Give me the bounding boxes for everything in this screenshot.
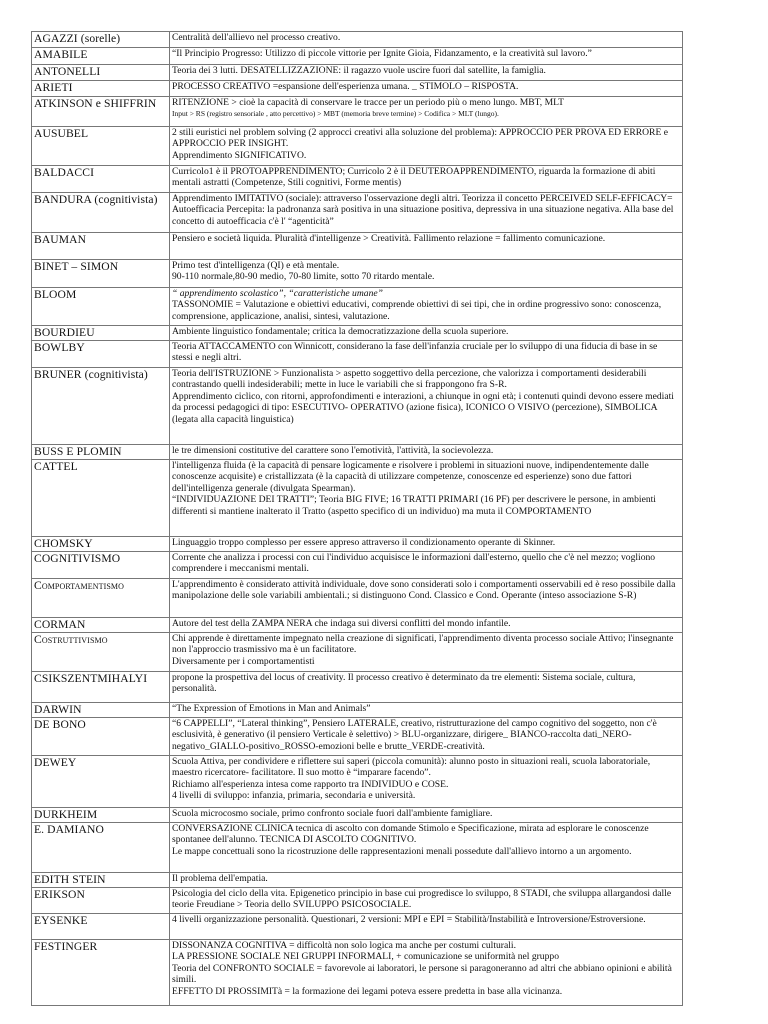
definition-cell (170, 537, 683, 552)
term-cell: ATKINSON e SHIFFRIN (32, 97, 170, 127)
definition-line: Le mappe concettuali sono la ricostruzione delle rappresentazioni menali possedute dall'allievo intorno a un argomento. (172, 845, 632, 857)
definition-cell (170, 368, 683, 445)
definition-cell (170, 718, 683, 756)
definition-line: PROCESSO CREATIVO =espansione dell'esperienza umana. _ STIMOLO – RISPOSTA. (172, 81, 519, 92)
definition-line: DISSONANZA COGNITIVA = difficoltà non solo logica ma anche per costumi culturali. (172, 940, 516, 951)
table-row (32, 341, 683, 368)
definition-cell (170, 914, 683, 940)
definition-cell (170, 288, 683, 326)
definition-cell (170, 823, 683, 873)
term-cell: AUSUBEL (32, 127, 170, 166)
glossary-table (31, 31, 683, 1006)
term-cell: BANDURA (cognitivista) (32, 193, 170, 233)
definition-cell (170, 672, 683, 703)
definition-line: l'intelligenza fluida (è la capacità di pensare logicamente e risolvere i problemi in situazioni nuove, indipendentemente dalle conoscenze acquisite) e cristallizzata (è la capacità di utilizzare competenze, conoscenze ed esperienze) sono due fattori dell'intelligenza generale (divulgata Spearman). (172, 460, 649, 494)
definition-line: Teoria ATTACCAMENTO con Winnicott, considerano la fase dell'infanzia cruciale per lo sviluppo di una fiducia di base in se stessi e negli altri. (172, 341, 658, 364)
definition-line: Teoria dell'ISTRUZIONE > Funzionalista > aspetto soggettivo della percezione, che valorizza i comportamenti desiderabili contrastando quelli indesiderabili; mette in luce le variabili che si frappongono fra S-R. (172, 368, 647, 391)
definition-line: “Il Principio Progresso: Utilizzo di piccole vittorie per Ignite Gioia, Fidanzamento, e la creatività sul lavoro.” (172, 48, 592, 59)
term-cell: CSIKSZENTMIHALYI (32, 672, 170, 703)
table-row (32, 127, 683, 166)
table-row (32, 32, 683, 48)
definition-cell (170, 166, 683, 193)
term-cell: BOURDIEU (32, 326, 170, 341)
term-cell: DARWIN (32, 703, 170, 718)
definition-cell (170, 445, 683, 460)
definition-line: Corrente che analizza i processi con cui l'individuo acquisisce le informazioni dall'esterno, quello che c'è nel mezzo; vogliono comprendere i meccanismi mentali. (172, 552, 656, 575)
definition-line: LA PRESSIONE SOCIALE NEI GRUPPI INFORMALI, + comunicazione se uniformità nel gruppo (172, 951, 559, 963)
definition-line: “The Expression of Emotions in Man and Animals” (172, 703, 371, 714)
definition-cell (170, 873, 683, 888)
definition-line: TASSONOMIE = Valutazione e obiettivi educativi, comprende obiettivi di sei tipi, che in ordine progressivo sono: conoscenza, comprensione, applicazione, analisi, sintesi, valutazione. (172, 299, 662, 322)
definition-cell (170, 65, 683, 81)
table-row (32, 193, 683, 233)
definition-line: Primo test d'intelligenza (QI) e età mentale. (172, 260, 340, 271)
definition-line: EFFETTO DI PROSSIMITà = la formazione dei legami poteva essere predetta in base alla vicinanza. (172, 985, 563, 997)
table-row (32, 288, 683, 326)
table-row (32, 756, 683, 808)
term-cell: ERIKSON (32, 888, 170, 914)
table-row (32, 460, 683, 537)
definition-line: Richiamo all'esperienza intesa come rapporto tra INDIVIDUO e COSE. (172, 778, 449, 790)
definition-line: “INDIVIDUAZIONE DEI TRATTI”; Teoria BIG FIVE; 16 TRATTI PRIMARI (16 PF) per descrivere le persone, in ambienti differenti si mantiene inalterato il Tratto (aspetto specifico di un individuo) ma muta il COMPORTAMENTO (172, 494, 656, 517)
table-row (32, 260, 683, 288)
table-row (32, 633, 683, 672)
definition-line: Pensiero e società liquida. Pluralità d'intelligenze > Creatività. Fallimento relazione = fallimento comunicazione. (172, 233, 606, 244)
definition-cell (170, 888, 683, 914)
definition-line: Curricolo1 è il PROTOAPPRENDIMENTO; Curricolo 2 è il DEUTEROAPPRENDIMENTO, riguarda la formazione di abiti mentali astratti (Competenze, Stili cognitivi, Forme mentis) (172, 166, 656, 189)
table-row (32, 672, 683, 703)
table-row (32, 940, 683, 1006)
definition-cell (170, 703, 683, 718)
definition-line: “6 CAPPELLI”, “Lateral thinking”, Pensiero LATERALE, creativo, ristrutturazione del campo cognitivo del soggetto, non c'è esclusività, è generativo (il pensiero Verticale è selettivo) > BLU-organizzare, dirigere_ BIANCO-raccolta dati_NERO-negativo_GIALLO-positivo_ROSSO-emozioni belle e brutte_VERDE-creatività. (172, 718, 657, 752)
term-cell: CORMAN (32, 618, 170, 633)
table-row (32, 579, 683, 618)
definition-line: Scuola Attiva, per condividere e riflettere sui saperi (piccola comunità): alunno posto in situazioni reali, scuola laboratoriale, maestro ricercatore- facilitatore. Il suo motto è “imparare facendo”. (172, 756, 651, 779)
term-cell: FESTINGER (32, 940, 170, 1006)
term-cell: ANTONELLI (32, 65, 170, 81)
definition-line: Psicologia del ciclo della vita. Epigenetico principio in base cui progredisce lo sviluppo, 8 STADI, che sviluppa allargandosi dalle teorie Freudiane > Teoria dello SVILUPPO PSICOSOCIALE. (172, 888, 672, 911)
definition-line: Autore del test della ZAMPA NERA che indaga sui diversi conflitti del mondo infantile. (172, 618, 511, 629)
table-row (32, 537, 683, 552)
table-row (32, 888, 683, 914)
definition-cell (170, 633, 683, 672)
definition-cell (170, 48, 683, 65)
definition-line: Apprendimento SIGNIFICATIVO. (172, 149, 307, 161)
table-row (32, 703, 683, 718)
definition-line: propone la prospettiva del locus of creativity. Il processo creativo è determinato da tre elementi: Sistema sociale, cultura, personalità. (172, 672, 636, 695)
definition-cell (170, 618, 683, 633)
definition-line: Teoria del CONFRONTO SOCIALE = favorevole ai laboratori, le persone si paragoneranno ad altri che abbiano opinioni e abilità simili. (172, 962, 672, 986)
table-row (32, 445, 683, 460)
term-cell: EYSENKE (32, 914, 170, 940)
definition-line: Input > RS (registro sensoriale , atto percettivo) > MBT (memoria breve termine) > Codifica > MLT (lungo). (172, 109, 499, 119)
term-cell: BUSS E PLOMIN (32, 445, 170, 460)
table-row (32, 65, 683, 81)
definition-line: 4 livelli organizzazione personalità. Questionari, 2 versioni: MPI e EPI = Stabilità/Instabilità e Introversione/Estroversione. (172, 914, 646, 925)
table-row (32, 823, 683, 873)
definition-cell (170, 97, 683, 127)
definition-cell (170, 81, 683, 97)
definition-line: Scuola microcosmo sociale, primo confronto sociale fuori dall'ambiente famigliare. (172, 808, 493, 819)
table-row (32, 368, 683, 445)
definition-line: 2 stili euristici nel problem solving (2 approcci creativi alla soluzione del problema): APPROCCIO PER PROVA ED ERRORE e APPROCCIO PER INSIGHT. (172, 127, 668, 150)
definition-line: 4 livelli di sviluppo: infanzia, primaria, secondaria e università. (172, 790, 416, 802)
definition-cell (170, 32, 683, 48)
definition-cell (170, 552, 683, 579)
term-cell: E. DAMIANO (32, 823, 170, 873)
definition-line: Linguaggio troppo complesso per essere appreso attraverso il condizionamento operante di Skinner. (172, 537, 556, 548)
definition-line: L'apprendimento è considerato attività individuale, dove sono considerati solo i comportamenti osservabili ed è reso possibile dalla manipolazione delle sole variabili ambientali.; si distinguono Cond. Classico e Cond. Operante (inteso associazione S-R) (172, 579, 676, 602)
table-row (32, 552, 683, 579)
table-row (32, 166, 683, 193)
term-cell: AGAZZI (sorelle) (32, 32, 170, 48)
table-row (32, 233, 683, 260)
definition-line: Teoria dei 3 lutti. DESATELLIZZAZIONE: il ragazzo vuole uscire fuori dal satellite, la famiglia. (172, 65, 546, 76)
term-cell: BOWLBY (32, 341, 170, 368)
table-row (32, 718, 683, 756)
definition-line: Centralità dell'allievo nel processo creativo. (172, 32, 341, 43)
term-cell: CHOMSKY (32, 537, 170, 552)
term-cell: DURKHEIM (32, 808, 170, 823)
table-row (32, 81, 683, 97)
term-cell: BLOOM (32, 288, 170, 326)
definition-cell (170, 341, 683, 368)
definition-cell (170, 460, 683, 537)
term-cell: BINET – SIMON (32, 260, 170, 288)
term-cell: ARIETI (32, 81, 170, 97)
term-cell: Costruttivismo (32, 633, 170, 672)
term-cell: DE BONO (32, 718, 170, 756)
table-row (32, 618, 683, 633)
definition-cell (170, 326, 683, 341)
definition-line: CONVERSAZIONE CLINICA tecnica di ascolto con domande Stimolo e Specificazione, mirata ad esplorare le conoscenze spontanee dell'alunno. TECNICA DI ASCOLTO COGNITIVO. (172, 823, 649, 846)
definition-cell (170, 756, 683, 808)
definition-cell (170, 579, 683, 618)
term-cell: CATTEL (32, 460, 170, 537)
definition-cell (170, 193, 683, 233)
definition-cell (170, 808, 683, 823)
table-row (32, 326, 683, 341)
table-row (32, 873, 683, 888)
definition-line: Diversamente per i comportamentisti (172, 655, 315, 667)
table-row (32, 48, 683, 65)
definition-cell (170, 233, 683, 260)
term-cell: EDITH STEIN (32, 873, 170, 888)
definition-line: 90-110 normale,80-90 medio, 70-80 limite, sotto 70 ritardo mentale. (172, 271, 435, 283)
definition-line: “ apprendimento scolastico”, “caratteristiche umane” (172, 288, 383, 299)
table-row (32, 97, 683, 127)
definition-line: Il problema dell'empatia. (172, 873, 268, 884)
term-cell: Comportamentismo (32, 579, 170, 618)
term-cell: BAUMAN (32, 233, 170, 260)
definition-line: Chi apprende è direttamente impegnato nella creazione di significati, l'apprendimento diventa processo sociale Attivo; l'insegnante non l'approccio trasmissivo ma è un facilitatore. (172, 633, 674, 656)
term-cell: DEWEY (32, 756, 170, 808)
definition-line: RITENZIONE > cioè la capacità di conservare le tracce per un periodo più o meno lungo. MBT, MLT (172, 97, 564, 108)
definition-line: le tre dimensioni costitutive del carattere sono l'emotività, l'attività, la socievolezza. (172, 445, 494, 456)
term-cell: AMABILE (32, 48, 170, 65)
definition-cell (170, 260, 683, 288)
term-cell: BRUNER (cognitivista) (32, 368, 170, 445)
definition-cell (170, 940, 683, 1006)
definition-line: Apprendimento ciclico, con ritorni, approfondimenti e interazioni, a chiunque in ogni età; i contenuti quindi devono essere mediati da processi pedagogici di tipo: ESECUTIVO- OPERATIVO (azione fisica), ICONICO O VISIVO (percezione), SIMBOLICA (legata alla capacità linguistica) (172, 390, 674, 425)
term-cell: BALDACCI (32, 166, 170, 193)
term-cell: COGNITIVISMO (32, 552, 170, 579)
definition-cell (170, 127, 683, 166)
table-row (32, 808, 683, 823)
table-row (32, 914, 683, 940)
definition-line: Apprendimento IMITATIVO (sociale): attraverso l'osservazione degli altri. Teorizza il concetto PERCEIVED SELF-EFFICACY= Autoefficacia Percepita: la padronanza sarà positiva in una situazione positiva, depressiva in una situazione negativa. Alla base del concetto di autoefficacia c'è l' “agenticità” (172, 193, 674, 227)
definition-line: Ambiente linguistico fondamentale; critica la democratizzazione della scuola superiore. (172, 326, 509, 337)
